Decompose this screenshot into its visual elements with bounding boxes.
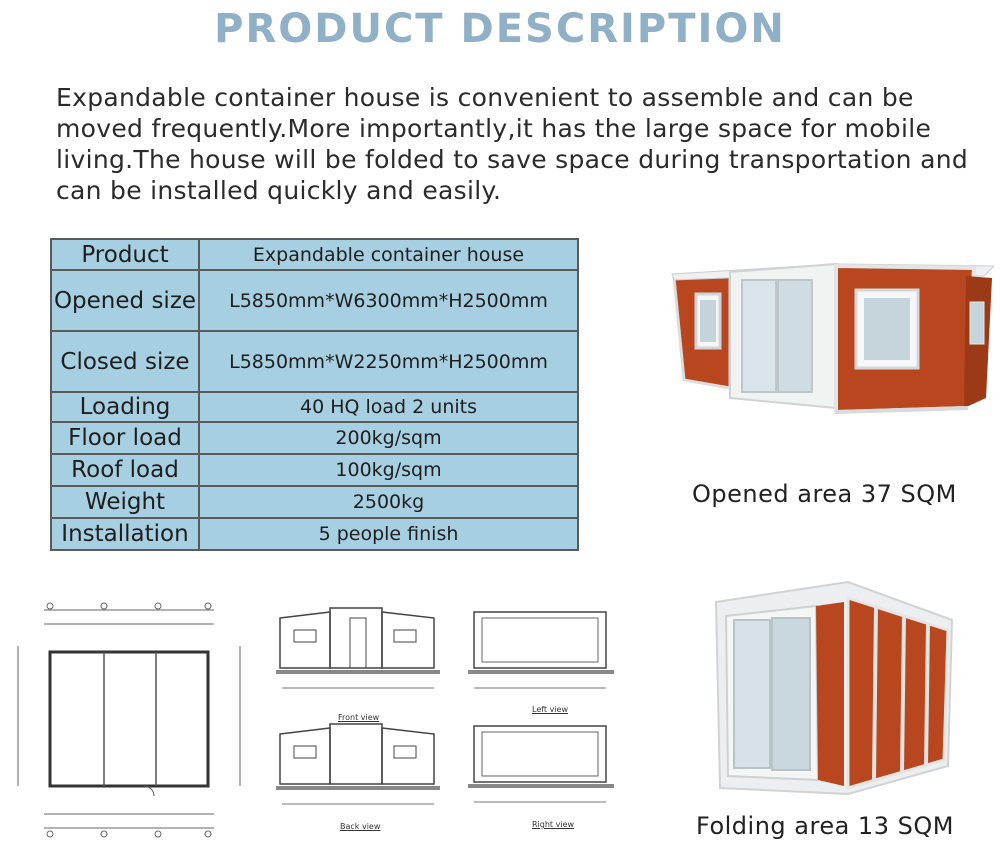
floor-plan-drawing bbox=[4, 596, 254, 844]
left-view-drawing bbox=[460, 604, 620, 716]
front-view-label: Front view bbox=[338, 713, 380, 722]
back-view-drawing bbox=[272, 718, 444, 828]
right-view-label: Right view bbox=[532, 820, 575, 829]
front-view-drawing bbox=[272, 604, 444, 716]
table-row bbox=[51, 239, 578, 270]
opened-area-caption: Opened area 37 SQM bbox=[692, 480, 957, 508]
back-view-label: Back view bbox=[340, 822, 381, 831]
spec-label: Loading bbox=[51, 392, 199, 422]
spec-value: L5850mm*W2250mm*H2500mm bbox=[199, 331, 578, 392]
spec-label: Product bbox=[51, 239, 199, 270]
table-row bbox=[51, 331, 578, 392]
opened-house-photo bbox=[664, 258, 994, 443]
table-row bbox=[51, 454, 578, 486]
page-title: PRODUCT DESCRIPTION bbox=[214, 6, 786, 52]
product-description: Expandable container house is convenient to assemble and can be moved frequently.More importantly,it has the large space for mobile living.The house will be folded to save space during transportation and can be installed quickly and easily. bbox=[56, 83, 969, 205]
spec-label: Floor load bbox=[51, 422, 199, 454]
table-row bbox=[51, 486, 578, 518]
table-row bbox=[51, 270, 578, 331]
spec-table bbox=[50, 238, 579, 551]
table-row bbox=[51, 392, 578, 422]
spec-label: Opened size bbox=[51, 270, 199, 331]
spec-value: 200kg/sqm bbox=[199, 422, 578, 454]
left-view-label: Left view bbox=[532, 705, 569, 714]
spec-label: Closed size bbox=[51, 331, 199, 392]
spec-value: Expandable container house bbox=[199, 239, 578, 270]
folding-area-caption: Folding area 13 SQM bbox=[696, 812, 954, 840]
spec-label: Roof load bbox=[51, 454, 199, 486]
folding-house-photo bbox=[708, 580, 958, 800]
spec-value: 5 people finish bbox=[199, 518, 578, 550]
spec-value: 40 HQ load 2 units bbox=[199, 392, 578, 422]
spec-value: 100kg/sqm bbox=[199, 454, 578, 486]
spec-label: Installation bbox=[51, 518, 199, 550]
table-row bbox=[51, 422, 578, 454]
spec-value: 2500kg bbox=[199, 486, 578, 518]
right-view-drawing bbox=[460, 718, 620, 818]
table-row bbox=[51, 518, 578, 550]
spec-value: L5850mm*W6300mm*H2500mm bbox=[199, 270, 578, 331]
spec-label: Weight bbox=[51, 486, 199, 518]
